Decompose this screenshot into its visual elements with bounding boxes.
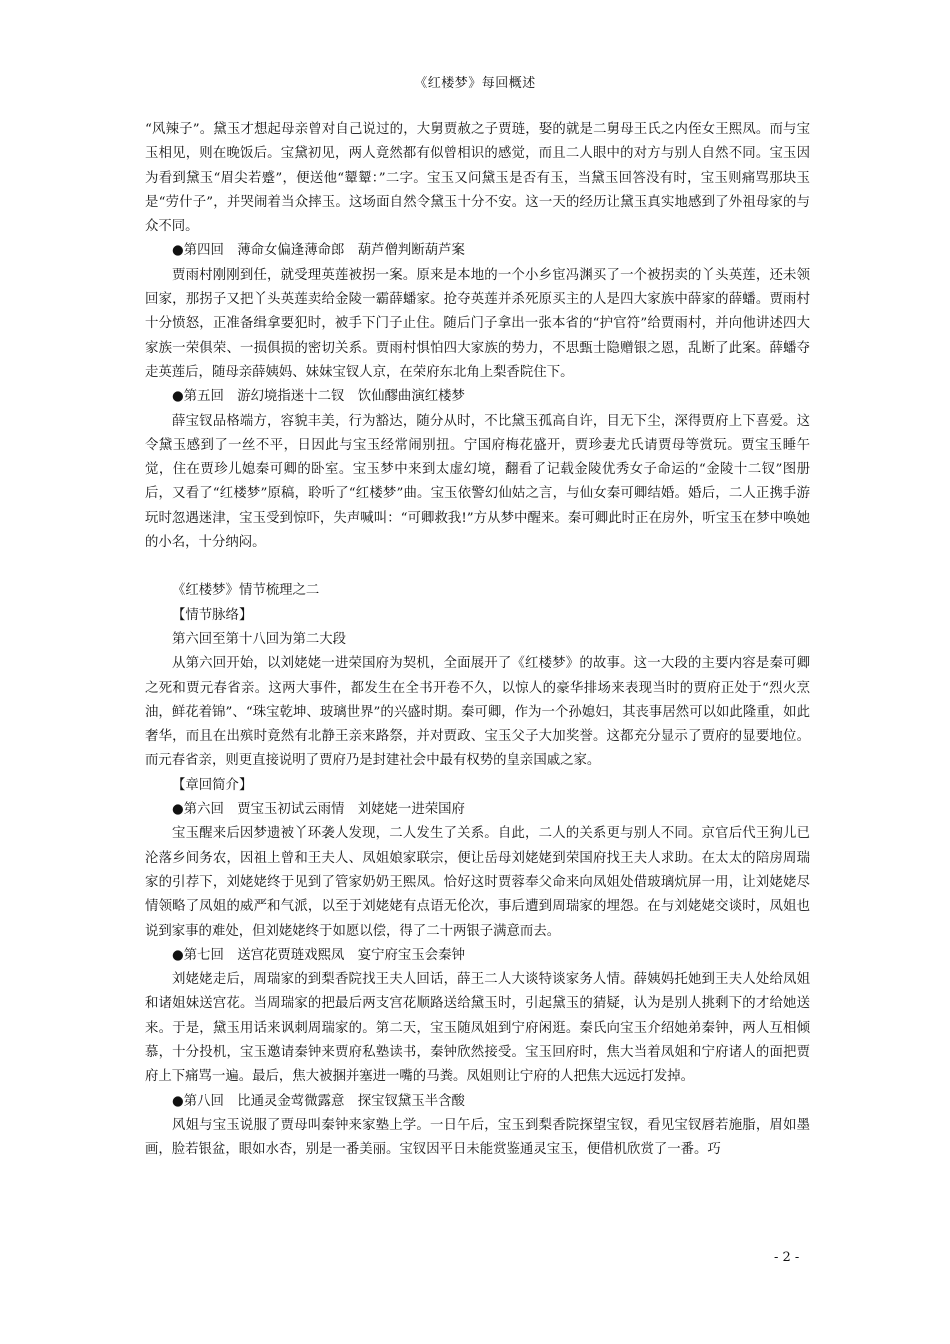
- chapter-6-heading: ●第六回 贾宝玉初试云雨情 刘姥姥一进荣国府: [172, 802, 465, 818]
- paragraph-intro: “风辣子”。黛玉才想起母亲曾对自己说过的，大舅贾赦之子贾琏，娶的就是二舅母王氏之内侄女王熙凤。而与宝玉相见，则在晚饭后。宝黛初见，两人竟然都有似曾相识的感觉，而且二人眼中的对方与别人自然不同。宝玉因为看到黛玉“眉尖若蹙”，便送他“颦颦：”二字。宝玉又问黛玉是否有玉，当黛玉回答没有时，宝玉则痛骂那块玉是“劳什子”，并哭闹着当众摔玉。这场面自然令黛玉十分不安。这一天的经历让黛玉真实地感到了外祖母家的与众不同。: [145, 122, 810, 235]
- page-number: - 2 -: [774, 1250, 800, 1265]
- chapter-7-heading: ●第七回 送宫花贾琏戏熙凤 宴宁府宝玉会秦钟: [172, 947, 465, 963]
- chapter-5-heading: ●第五回 游幻境指迷十二钗 饮仙醪曲演红楼梦: [172, 389, 465, 405]
- chapter-5-summary: 薛宝钗品格端方，容貌丰美，行为豁达，随分从时，不比黛玉孤高自许，目无下尘，深得贾府上下喜爱。这令黛玉感到了一丝不平，日因此与宝玉经常闹别扭。宁国府梅花盛开，贾珍妻尤氏请贾母等赏玩。贾宝玉睡午觉，住在贾珍儿媳秦可卿的卧室。宝玉梦中来到太虚幻境，翻看了记载金陵优秀女子命运的“金陵十二钗”图册后，又看了“红楼梦”原稿，聆听了“红楼梦”曲。宝玉依警幻仙姑之言，与仙女秦可卿结婚。婚后，二人正携手游玩时忽遇迷津，宝玉受到惊吓，失声喊叫：“可卿救我!”方从梦中醒来。秦可卿此时正在房外，听宝玉在梦中唤她的小名，十分纳闷。: [145, 413, 810, 551]
- chapter-8-summary: 风姐与宝玉说服了贾母叫秦钟来家塾上学。一日午后，宝玉到梨香院探望宝钗，看见宝钗唇若施脂，眉如墨画，脸若银盆，眼如水杏，别是一番美丽。宝钗因平日未能赏鉴通灵宝玉，便借机欣赏了一番。巧: [145, 1117, 810, 1158]
- chapter-4-summary: 贾雨村刚刚到任，就受理英莲被拐一案。原来是本地的一个小乡宦冯渊买了一个被拐卖的丫头英莲，还未领回家，那拐子又把丫头英莲卖给金陵一霸薛蟠家。抢夺英莲并杀死原买主的人是四大家族中薛家的薛蟠。贾雨村十分愤怒，正准备缉拿要犯时，被手下门子止住。随后门子拿出一张本省的“护官符”给贾雨村，并向他讲述四大家族一荣俱荣、一损俱损的密切关系。贾雨村惧怕四大家族的势力，不思甄士隐赠银之恩，乱断了此案。薛蟠夺走英莲后，随母亲薛姨妈、妹妹宝钗人京，在荣府东北角上梨香院住下。: [145, 267, 810, 380]
- section-spacer: [145, 555, 810, 579]
- chapter-6-summary: 宝玉醒来后因梦遗被丫环袭人发现，二人发生了关系。自此，二人的关系更与别人不同。京官后代王狗儿已沦落乡间务农，因祖上曾和王夫人、凤姐娘家联宗，便让岳母刘姥姥到荣国府找王夫人求助。在太太的陪房周瑞家的引荐下，刘姥姥终于见到了管家奶奶王熙凤。恰好这时贾蓉奉父命来向凤姐处借玻璃炕屏一用，让刘姥姥尽情领略了凤姐的威严和气派，以至于刘姥姥有点语无伦次，事后遭到周瑞家的埋怨。在与刘姥姥交谈时，凤姐也说到家事的难处，但刘姥姥终于如愿以偿，得了二十两银子满意而去。: [145, 826, 810, 939]
- document-body: [145, 118, 810, 1162]
- chapter-7-summary: 刘姥姥走后，周瑞家的到梨香院找王夫人回话，薛王二人大谈特谈家务人情。薛姨妈托她到王夫人处给凤姐和诸姐妹送宫花。当周瑞家的把最后两支宫花顺路送给黛玉时，引起黛玉的猜疑，认为是别人挑剩下的才给她送来。于是，黛玉用话来讽刺周瑞家的。第二天，宝玉随凤姐到宁府闲逛。秦氏向宝玉介绍她弟秦钟，两人互相倾慕，十分投机，宝玉邀请秦钟来贾府私塾读书，秦钟欣然接受。宝玉回府时，焦大当着凤姐和宁府诸人的面把贾府上下痛骂一遍。最后，焦大被捆并塞进一嘴的马粪。凤姐则让宁府的人把焦大远远打发掉。: [145, 972, 810, 1085]
- chapter-4-heading: ●第四回 薄命女偏逢薄命郎 葫芦僧判断葫芦案: [172, 243, 465, 259]
- plot-range: 第六回至第十八回为第二大段: [172, 631, 347, 647]
- chapter-intro-label: 【章回简介】: [172, 777, 253, 793]
- chapter-8-heading: ●第八回 比通灵金莺微露意 探宝钗黛玉半含酸: [172, 1093, 465, 1109]
- plot-outline-label: 【情节脉络】: [172, 607, 253, 623]
- page-header-title: 《红楼梦》每回概述: [414, 76, 536, 91]
- plot-summary: 从第六回开始，以刘姥姥一进荣国府为契机，全面展开了《红楼梦》的故事。这一大段的主要内容是秦可卿之死和贾元春省亲。这两大事件，都发生在全书开卷不久，以惊人的豪华排场来表现当时的贾府正处于“烈火烹油，鲜花着锦”、“珠宝乾坤、玻璃世界”的兴盛时期。秦可卿，作为一个孙媳妇，其丧事居然可以如此隆重，如此奢华，而且在出殡时竟然有北静王亲来路祭，并对贾政、宝玉父子大加奖誉。这都充分显示了贾府的显要地位。而元春省亲，则更直接说明了贾府乃是封建社会中最有权势的皇亲国戚之家。: [145, 656, 810, 769]
- section-2-title: 《红楼梦》情节梳理之二: [172, 583, 320, 599]
